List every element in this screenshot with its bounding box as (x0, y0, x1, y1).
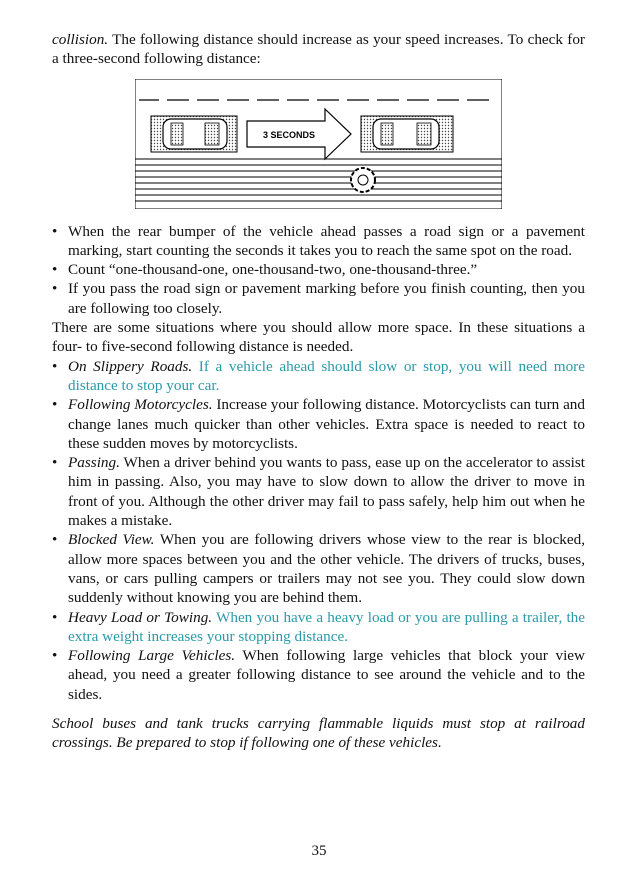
list-item: • Count “one-thousand-one, one-thousand-two, one-thousand-three.” (52, 261, 478, 279)
list-item: • Following Large Vehicles. When following large vehicles that block your view ahead, you need a greater following distance to see around the vehicle and to the sides. (52, 647, 586, 703)
counting-steps-list (52, 222, 585, 318)
intro-text: The following distance should increase as your speed increases. To check for a three-second following distance: (52, 31, 585, 68)
list-item: • On Slippery Roads. If a vehicle ahead should slow or stop, you will need more distance to stop your car. (52, 357, 585, 394)
situations-intro: There are some situations where you should allow more space. In these situations a four- to five-second following distance is needed. (52, 319, 585, 356)
road-marker-icon (351, 168, 375, 192)
list-item: • Passing. When a driver behind you wants to pass, ease up on the accelerator to assist him in passing. Also, you may have to slow down to allow the driver to move in front of you. Although the other driver may fail to pass safely, help him out when he makes a mistake. (52, 454, 585, 530)
rear-car (151, 116, 237, 152)
list-item: • Following Motorcycles. Increase your following distance. Motorcyclists can turn and change lanes much quicker than other vehicles. Extra space is needed to react to these sudden moves by motorcyclists. (52, 396, 585, 452)
list-item: • Blocked View. When you are following drivers whose view to the rear is blocked, allow more spaces between you and the other vehicle. The drivers of trucks, buses, vans, or cars pulling campers or trailers may not see you. They could slow down suddenly without knowing you are behind them. (52, 531, 585, 607)
closing-note: School buses and tank trucks carrying flammable liquids must stop at railroad crossings. Be prepared to stop if following one of these vehicles. (52, 715, 585, 752)
situations-list (52, 357, 585, 704)
list-item: • When the rear bumper of the vehicle ahead passes a road sign or a pavement marking, start counting the seconds it takes you to reach the same spot on the road. (52, 222, 585, 259)
page-number: 35 (311, 843, 327, 859)
intro-paragraph (52, 30, 585, 69)
following-distance-diagram (135, 79, 502, 209)
intro-term: collision. (52, 31, 109, 48)
page-content (52, 30, 585, 753)
front-car (361, 116, 453, 152)
list-item: • Heavy Load or Towing. When you have a heavy load or you are pulling a trailer, the extra weight increases your stopping distance. (52, 608, 585, 645)
list-item: • If you pass the road sign or pavement marking before you finish counting, then you are following too closely. (52, 280, 585, 317)
three-seconds-label: 3 SECONDS (262, 129, 316, 140)
